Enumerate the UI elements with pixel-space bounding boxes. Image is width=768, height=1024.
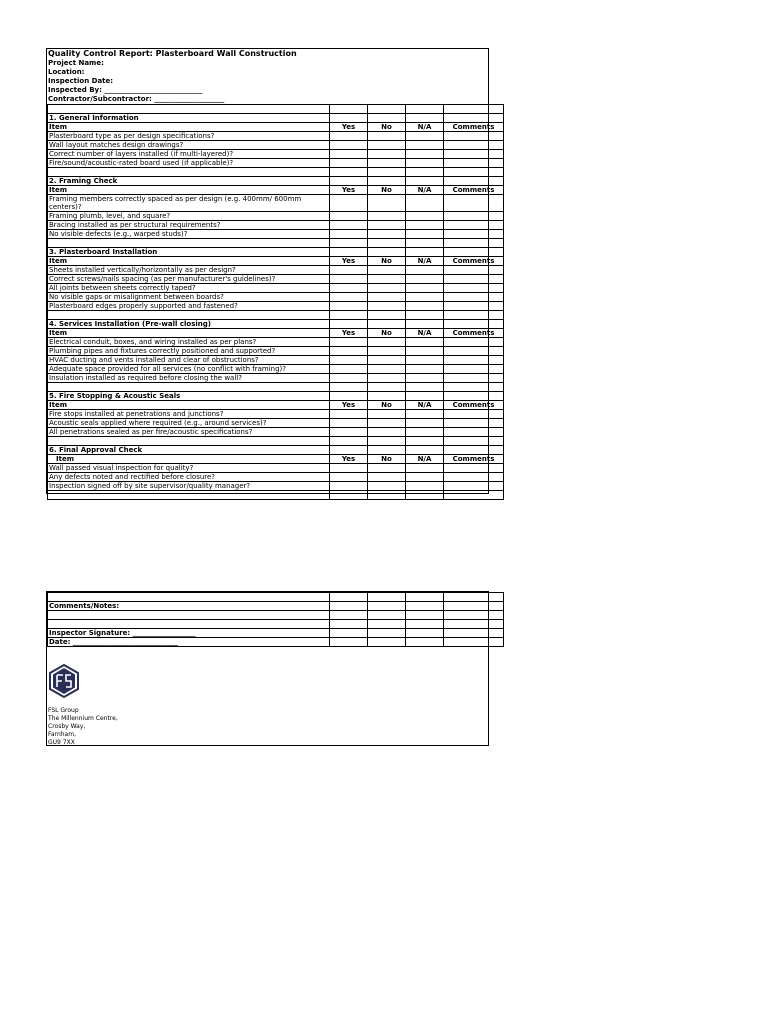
- yes-cell[interactable]: [330, 338, 368, 347]
- signoff-row: [48, 620, 504, 629]
- section-title: 2. Framing Check: [48, 177, 330, 186]
- checklist-row: [48, 132, 504, 141]
- no-cell[interactable]: [368, 482, 406, 491]
- comments-cell[interactable]: [444, 347, 504, 356]
- section-title-row: [48, 248, 504, 257]
- checklist-row: [48, 302, 504, 311]
- checklist-row: [48, 338, 504, 347]
- comments-cell[interactable]: [444, 141, 504, 150]
- signoff-row: [48, 593, 504, 602]
- checklist-row: [48, 464, 504, 473]
- section-title-row: [48, 320, 504, 329]
- column-header-row: [48, 186, 504, 195]
- no-cell[interactable]: [368, 338, 406, 347]
- na-cell[interactable]: [406, 482, 444, 491]
- checklist-item: Acoustic seals applied where required (e.g., around services)?: [48, 419, 330, 428]
- checklist-item: No visible defects (e.g., warped studs)?: [48, 230, 330, 239]
- report-title: Quality Control Report: Plasterboard Wall Construction: [48, 49, 297, 58]
- na-header: N/A: [406, 401, 444, 410]
- no-cell[interactable]: [368, 473, 406, 482]
- address-line: FSL Group: [48, 707, 79, 714]
- comments-cell[interactable]: [444, 356, 504, 365]
- checklist-item: No visible gaps or misalignment between boards?: [48, 293, 330, 302]
- checklist-row: [48, 141, 504, 150]
- company-logo: [49, 664, 79, 702]
- comments-cell[interactable]: [444, 150, 504, 159]
- checklist-item: Framing members correctly spaced as per design (e.g. 400mm/ 600mm centers)?: [48, 195, 330, 212]
- na-cell[interactable]: [406, 464, 444, 473]
- field-contractor: Contractor/Subcontractor: ____________________: [48, 95, 225, 103]
- comments-header: Comments: [444, 123, 504, 132]
- yes-cell[interactable]: [330, 141, 368, 150]
- checklist-item: Insulation installed as required before closing the wall?: [48, 374, 330, 383]
- na-cell[interactable]: [406, 132, 444, 141]
- yes-cell[interactable]: [330, 302, 368, 311]
- checklist-item: Plasterboard edges properly supported and fastened?: [48, 302, 330, 311]
- yes-header: Yes: [330, 329, 368, 338]
- checklist-item: Framing plumb, level, and square?: [48, 212, 330, 221]
- yes-cell[interactable]: [330, 284, 368, 293]
- comments-cell[interactable]: [444, 419, 504, 428]
- item-header: Item: [48, 186, 330, 195]
- yes-cell[interactable]: [330, 347, 368, 356]
- na-cell[interactable]: [406, 212, 444, 221]
- yes-cell[interactable]: [330, 221, 368, 230]
- na-cell[interactable]: [406, 284, 444, 293]
- comments-cell[interactable]: [444, 338, 504, 347]
- signoff-sheet: [46, 591, 489, 746]
- section-title-row: [48, 392, 504, 401]
- yes-cell[interactable]: [330, 195, 368, 212]
- signature-row: [48, 629, 504, 638]
- field-location: Location:: [48, 68, 85, 76]
- na-cell[interactable]: [406, 356, 444, 365]
- section-title: 6. Final Approval Check: [48, 446, 330, 455]
- checklist-item: Wall passed visual inspection for quality?: [48, 464, 330, 473]
- checklist-row: [48, 473, 504, 482]
- comments-cell[interactable]: [444, 302, 504, 311]
- no-header: No: [368, 257, 406, 266]
- field-inspected-by: Inspected By: ____________________________: [48, 86, 203, 94]
- na-cell[interactable]: [406, 419, 444, 428]
- checklist-item: Fire stops installed at penetrations and junctions?: [48, 410, 330, 419]
- company-address: [48, 707, 118, 747]
- address-line: The Millennium Centre,: [48, 715, 118, 722]
- checklist-item: Adequate space provided for all services (no conflict with framing)?: [48, 365, 330, 374]
- comments-cell[interactable]: [444, 212, 504, 221]
- na-cell[interactable]: [406, 365, 444, 374]
- no-cell[interactable]: [368, 293, 406, 302]
- no-cell[interactable]: [368, 132, 406, 141]
- yes-cell[interactable]: [330, 356, 368, 365]
- yes-cell[interactable]: [330, 159, 368, 168]
- no-cell[interactable]: [368, 428, 406, 437]
- yes-cell[interactable]: [330, 473, 368, 482]
- checklist-row: [48, 365, 504, 374]
- comments-cell[interactable]: [444, 482, 504, 491]
- comments-cell[interactable]: [444, 428, 504, 437]
- item-header: Item: [48, 401, 330, 410]
- checklist-row: [48, 266, 504, 275]
- comments-row: [48, 602, 504, 611]
- no-cell[interactable]: [368, 356, 406, 365]
- no-cell[interactable]: [368, 284, 406, 293]
- na-cell[interactable]: [406, 293, 444, 302]
- na-cell[interactable]: [406, 141, 444, 150]
- na-cell[interactable]: [406, 410, 444, 419]
- no-cell[interactable]: [368, 302, 406, 311]
- signoff-table: [47, 592, 504, 647]
- checklist-item: All joints between sheets correctly taped?: [48, 284, 330, 293]
- column-header-row: [48, 329, 504, 338]
- checklist-item: Sheets installed vertically/horizontally as per design?: [48, 266, 330, 275]
- no-cell[interactable]: [368, 266, 406, 275]
- yes-cell[interactable]: [330, 212, 368, 221]
- blank-row: [48, 168, 504, 177]
- no-header: No: [368, 123, 406, 132]
- yes-cell[interactable]: [330, 230, 368, 239]
- checklist-item: Fire/sound/acoustic-rated board used (if applicable)?: [48, 159, 330, 168]
- yes-header: Yes: [330, 186, 368, 195]
- section-title-row: [48, 177, 504, 186]
- no-cell[interactable]: [368, 464, 406, 473]
- yes-cell[interactable]: [330, 150, 368, 159]
- blank-row: [48, 437, 504, 446]
- no-cell[interactable]: [368, 230, 406, 239]
- na-cell[interactable]: [406, 195, 444, 212]
- checklist-row: [48, 482, 504, 491]
- na-cell[interactable]: [406, 302, 444, 311]
- yes-cell[interactable]: [330, 428, 368, 437]
- field-project-name: Project Name:: [48, 59, 104, 67]
- blank-row: [48, 491, 504, 500]
- date-label: Date: ______________________________: [48, 638, 330, 647]
- checklist-row: [48, 159, 504, 168]
- na-cell[interactable]: [406, 275, 444, 284]
- spacer-row: [48, 105, 504, 114]
- section-title-row: [48, 446, 504, 455]
- yes-cell[interactable]: [330, 365, 368, 374]
- address-line: Farnham,: [48, 731, 76, 738]
- checklist-item: Any defects noted and rectified before closure?: [48, 473, 330, 482]
- na-cell[interactable]: [406, 374, 444, 383]
- comments-cell[interactable]: [444, 221, 504, 230]
- checklist-table: [47, 104, 504, 500]
- na-cell[interactable]: [406, 159, 444, 168]
- no-cell[interactable]: [368, 419, 406, 428]
- comments-cell[interactable]: [444, 132, 504, 141]
- no-cell[interactable]: [368, 374, 406, 383]
- checklist-item: Correct number of layers installed (if multi-layered)?: [48, 150, 330, 159]
- no-cell[interactable]: [368, 141, 406, 150]
- na-cell[interactable]: [406, 266, 444, 275]
- no-header: No: [368, 186, 406, 195]
- no-cell[interactable]: [368, 221, 406, 230]
- no-cell[interactable]: [368, 150, 406, 159]
- address-line: Crosby Way,: [48, 723, 86, 730]
- comments-label: Comments/Notes:: [48, 602, 330, 611]
- item-header: Item: [48, 257, 330, 266]
- no-cell[interactable]: [368, 212, 406, 221]
- address-line: GU9 7XX: [48, 739, 75, 746]
- comments-cell[interactable]: [444, 284, 504, 293]
- comments-cell[interactable]: [444, 473, 504, 482]
- comments-cell[interactable]: [444, 365, 504, 374]
- signoff-row: [48, 611, 504, 620]
- checklist-item: Correct screws/nails spacing (as per manufacturer's guidelines)?: [48, 275, 330, 284]
- checklist-row: [48, 356, 504, 365]
- no-header: No: [368, 329, 406, 338]
- yes-cell[interactable]: [330, 275, 368, 284]
- yes-cell[interactable]: [330, 266, 368, 275]
- na-cell[interactable]: [406, 230, 444, 239]
- checklist-row: [48, 410, 504, 419]
- na-cell[interactable]: [406, 347, 444, 356]
- yes-cell[interactable]: [330, 374, 368, 383]
- na-cell[interactable]: [406, 150, 444, 159]
- fsl-logo-icon: [49, 664, 79, 698]
- checklist-row: [48, 221, 504, 230]
- comments-header: Comments: [444, 257, 504, 266]
- yes-cell[interactable]: [330, 132, 368, 141]
- na-cell[interactable]: [406, 338, 444, 347]
- no-cell[interactable]: [368, 410, 406, 419]
- comments-cell[interactable]: [444, 410, 504, 419]
- checklist-row: [48, 293, 504, 302]
- yes-header: Yes: [330, 257, 368, 266]
- comments-cell[interactable]: [444, 266, 504, 275]
- item-header: Item: [48, 123, 330, 132]
- checklist-item: Wall layout matches design drawings?: [48, 141, 330, 150]
- column-header-row: [48, 123, 504, 132]
- section-title-row: [48, 114, 504, 123]
- no-cell[interactable]: [368, 195, 406, 212]
- blank-row: [48, 383, 504, 392]
- column-header-row: [48, 455, 504, 464]
- comments-cell[interactable]: [444, 275, 504, 284]
- field-inspection-date: Inspection Date:: [48, 77, 114, 85]
- yes-cell[interactable]: [330, 419, 368, 428]
- item-header: Item: [48, 455, 330, 464]
- report-sheet: [46, 48, 495, 494]
- comments-cell[interactable]: [444, 293, 504, 302]
- column-header-row: [48, 401, 504, 410]
- checklist-item: HVAC ducting and vents installed and clear of obstructions?: [48, 356, 330, 365]
- report-header: [47, 49, 488, 104]
- checklist-row: [48, 428, 504, 437]
- checklist-row: [48, 374, 504, 383]
- checklist-item: All penetrations sealed as per fire/acoustic specifications?: [48, 428, 330, 437]
- comments-header: Comments: [444, 401, 504, 410]
- signature-label: Inspector Signature: __________________: [48, 629, 330, 638]
- checklist-item: Electrical conduit, boxes, and wiring installed as per plans?: [48, 338, 330, 347]
- yes-header: Yes: [330, 123, 368, 132]
- comments-cell[interactable]: [444, 374, 504, 383]
- na-header: N/A: [406, 257, 444, 266]
- comments-cell[interactable]: [444, 195, 504, 212]
- comments-cell[interactable]: [444, 159, 504, 168]
- checklist-row: [48, 195, 504, 212]
- checklist-item: Bracing installed as per structural requirements?: [48, 221, 330, 230]
- yes-cell[interactable]: [330, 482, 368, 491]
- section-title: 4. Services Installation (Pre-wall closing): [48, 320, 330, 329]
- checklist-item: Plumbing pipes and fixtures correctly positioned and supported?: [48, 347, 330, 356]
- no-header: No: [368, 455, 406, 464]
- comments-header: Comments: [444, 329, 504, 338]
- comments-header: Comments: [444, 186, 504, 195]
- section-title: 5. Fire Stopping & Acoustic Seals: [48, 392, 330, 401]
- comments-header: Comments: [444, 455, 504, 464]
- blank-row: [48, 311, 504, 320]
- na-cell[interactable]: [406, 473, 444, 482]
- checklist-item: Inspection signed off by site supervisor/quality manager?: [48, 482, 330, 491]
- checklist-row: [48, 275, 504, 284]
- no-cell[interactable]: [368, 159, 406, 168]
- checklist-row: [48, 212, 504, 221]
- checklist-row: [48, 230, 504, 239]
- column-header-row: [48, 257, 504, 266]
- na-header: N/A: [406, 123, 444, 132]
- checklist-item: Plasterboard type as per design specifications?: [48, 132, 330, 141]
- blank-row: [48, 239, 504, 248]
- section-title: 1. General Information: [48, 114, 330, 123]
- yes-cell[interactable]: [330, 293, 368, 302]
- checklist-row: [48, 150, 504, 159]
- yes-cell[interactable]: [330, 464, 368, 473]
- yes-cell[interactable]: [330, 410, 368, 419]
- checklist-row: [48, 284, 504, 293]
- comments-cell[interactable]: [444, 464, 504, 473]
- checklist-row: [48, 419, 504, 428]
- no-cell[interactable]: [368, 275, 406, 284]
- na-header: N/A: [406, 455, 444, 464]
- no-header: No: [368, 401, 406, 410]
- comments-cell[interactable]: [444, 230, 504, 239]
- na-cell[interactable]: [406, 221, 444, 230]
- yes-header: Yes: [330, 401, 368, 410]
- yes-header: Yes: [330, 455, 368, 464]
- na-header: N/A: [406, 329, 444, 338]
- checklist-row: [48, 347, 504, 356]
- na-header: N/A: [406, 186, 444, 195]
- section-title: 3. Plasterboard Installation: [48, 248, 330, 257]
- item-header: Item: [48, 329, 330, 338]
- date-row: [48, 638, 504, 647]
- no-cell[interactable]: [368, 347, 406, 356]
- no-cell[interactable]: [368, 365, 406, 374]
- na-cell[interactable]: [406, 428, 444, 437]
